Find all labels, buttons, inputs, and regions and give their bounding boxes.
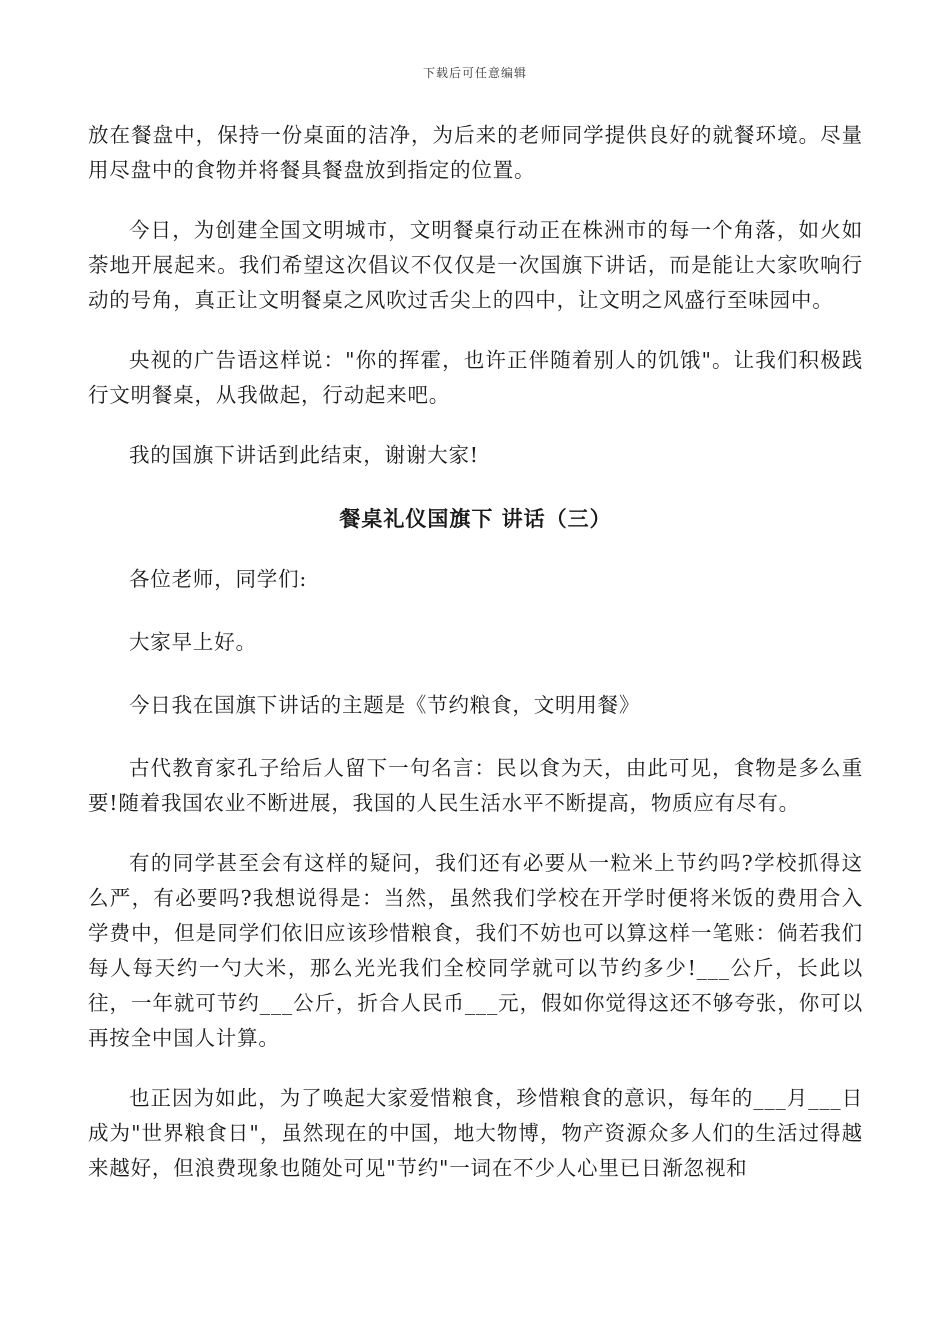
- section-title: 餐桌礼仪国旗下 讲话（三）: [339, 506, 612, 531]
- paragraph-world-food-day: 也正因为如此，为了唤起大家爱惜粮食，珍惜粮食的意识，每年的___月___日成为"世界粮食日"，虽然现在的中国，地大物博，物产资源众多人们的生活过得越来越好，但浪费现象也随处可见"节约"一词在不少人心里已日渐忽视和: [88, 1086, 863, 1180]
- paragraph-civilized-table: 今日，为创建全国文明城市，文明餐桌行动正在株洲市的每一个角落，如火如荼地开展起来。我们希望这次倡议不仅仅是一次国旗下讲话，而是能让大家吹响行动的号角，真正让文明餐桌之风吹过舌尖上的四中，让文明之风盛行至味园中。: [88, 218, 863, 312]
- paragraph-question: 有的同学甚至会有这样的疑问，我们还有必要从一粒米上节约吗?学校抓得这么严，有必要吗?我想说得是：当然，虽然我们学校在开学时便将米饭的费用合入学费中，但是同学们依旧应该珍惜粮食，我们不妨也可以算这样一笔账：倘若我们每人每天约一勺大米，那么光光我们全校同学就可以节约多少!___公斤，长此以往，一年就可节约___公斤，折合人民币___元，假如你觉得这还不够夸张，你可以再按全中国人计算。: [88, 851, 863, 1050]
- paragraph-topic: 今日我在国旗下讲话的主题是《节约粮食，文明用餐》: [129, 693, 641, 717]
- paragraph-good-morning: 大家早上好。: [129, 630, 257, 654]
- paragraph-cctv-slogan: 央视的广告语这样说："你的挥霍，也许正伴随着别人的饥饿"。让我们积极践行文明餐桌，从我做起，行动起来吧。: [88, 348, 863, 407]
- page-header: 下载后可任意编辑: [422, 66, 527, 80]
- paragraph-confucius: 古代教育家孔子给后人留下一句名言：民以食为天，由此可见，食物是多么重要!随着我国农业不断进展，我国的人民生活水平不断提高，物质应有尽有。: [88, 756, 863, 815]
- paragraph-continued: 放在餐盘中，保持一份桌面的洁净，为后来的老师同学提供良好的就餐环境。尽量用尽盘中的食物并将餐具餐盘放到指定的位置。: [88, 123, 863, 182]
- paragraph-greeting: 各位老师，同学们:: [129, 567, 308, 591]
- paragraph-closing: 我的国旗下讲话到此结束，谢谢大家!: [129, 443, 479, 467]
- document-body: [88, 118, 863, 1211]
